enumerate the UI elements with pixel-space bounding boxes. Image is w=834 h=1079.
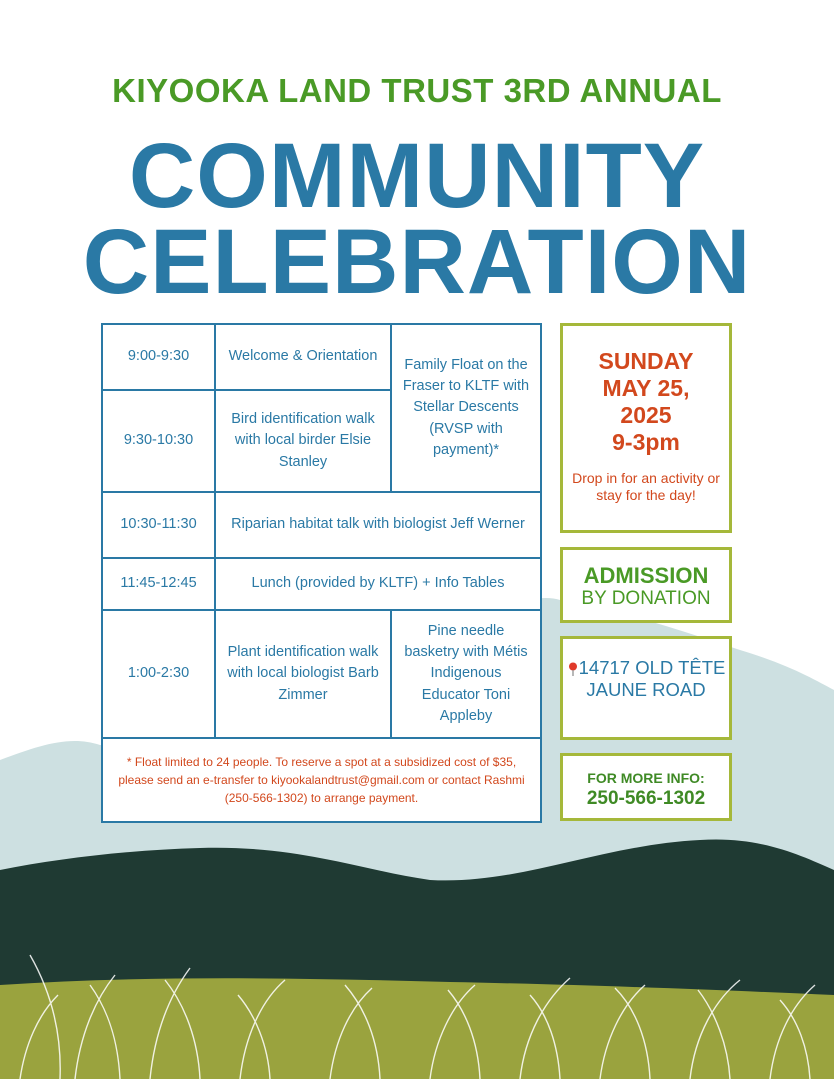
- schedule-time: 9:00-9:30: [102, 324, 215, 390]
- info-box: [560, 753, 732, 821]
- grass-field: [0, 978, 834, 1079]
- info-label: FOR MORE INFO:: [587, 770, 705, 786]
- schedule-activity: Plant identification walk with local biologist Barb Zimmer: [215, 610, 391, 738]
- event-year: 2025: [620, 402, 672, 428]
- event-subtitle: KIYOOKA LAND TRUST 3RD ANNUAL: [112, 72, 722, 109]
- drop-in-note: Drop in for an activity or stay for the day!: [572, 470, 720, 503]
- schedule-time: 9:30-10:30: [102, 390, 215, 492]
- date-box: [560, 323, 732, 533]
- event-day: SUNDAY: [598, 348, 694, 374]
- event-date: MAY 25,: [602, 375, 690, 401]
- info-phone: 250-566-1302: [586, 788, 706, 809]
- schedule-activity: Pine needle basketry with Métis Indigenous Educator Toni Appleby: [391, 610, 541, 738]
- admission-box: [560, 547, 732, 623]
- schedule-time: 11:45-12:45: [102, 558, 215, 610]
- map-pin-icon: [567, 662, 579, 676]
- float-activity: Family Float on the Fraser to KLTF with Stellar Descents (RVSP with payment)*: [391, 324, 541, 492]
- schedule-row: [102, 558, 541, 610]
- event-hours: 9-3pm: [612, 429, 680, 455]
- event-title-line1: COMMUNITY: [128, 125, 706, 227]
- schedule-time: 1:00-2:30: [102, 610, 215, 738]
- admission-detail: BY DONATION: [581, 588, 711, 609]
- schedule-row: [102, 324, 541, 390]
- schedule-row: [102, 492, 541, 558]
- admission-label: ADMISSION: [583, 563, 709, 588]
- schedule-activity: Riparian habitat talk with biologist Jeff Werner: [215, 492, 541, 558]
- schedule-table: [101, 323, 542, 823]
- float-footnote: * Float limited to 24 people. To reserve a spot at a subsidized cost of $35, please send an e-transfer to kiyookalandtrust@gmail.com or contact Rashmi (250-566-1302) to arrange payment.: [102, 738, 541, 822]
- address-box: [560, 636, 732, 740]
- schedule-row: [102, 610, 541, 738]
- event-address: 14717 OLD TÊTE JAUNE ROAD: [578, 657, 726, 700]
- schedule-time: 10:30-11:30: [102, 492, 215, 558]
- schedule-activity: Lunch (provided by KLTF) + Info Tables: [215, 558, 541, 610]
- schedule-footnote-row: [102, 738, 541, 822]
- event-title-line2: CELEBRATION: [82, 211, 752, 313]
- schedule-activity: Bird identification walk with local birder Elsie Stanley: [215, 390, 391, 492]
- schedule-activity: Welcome & Orientation: [215, 324, 391, 390]
